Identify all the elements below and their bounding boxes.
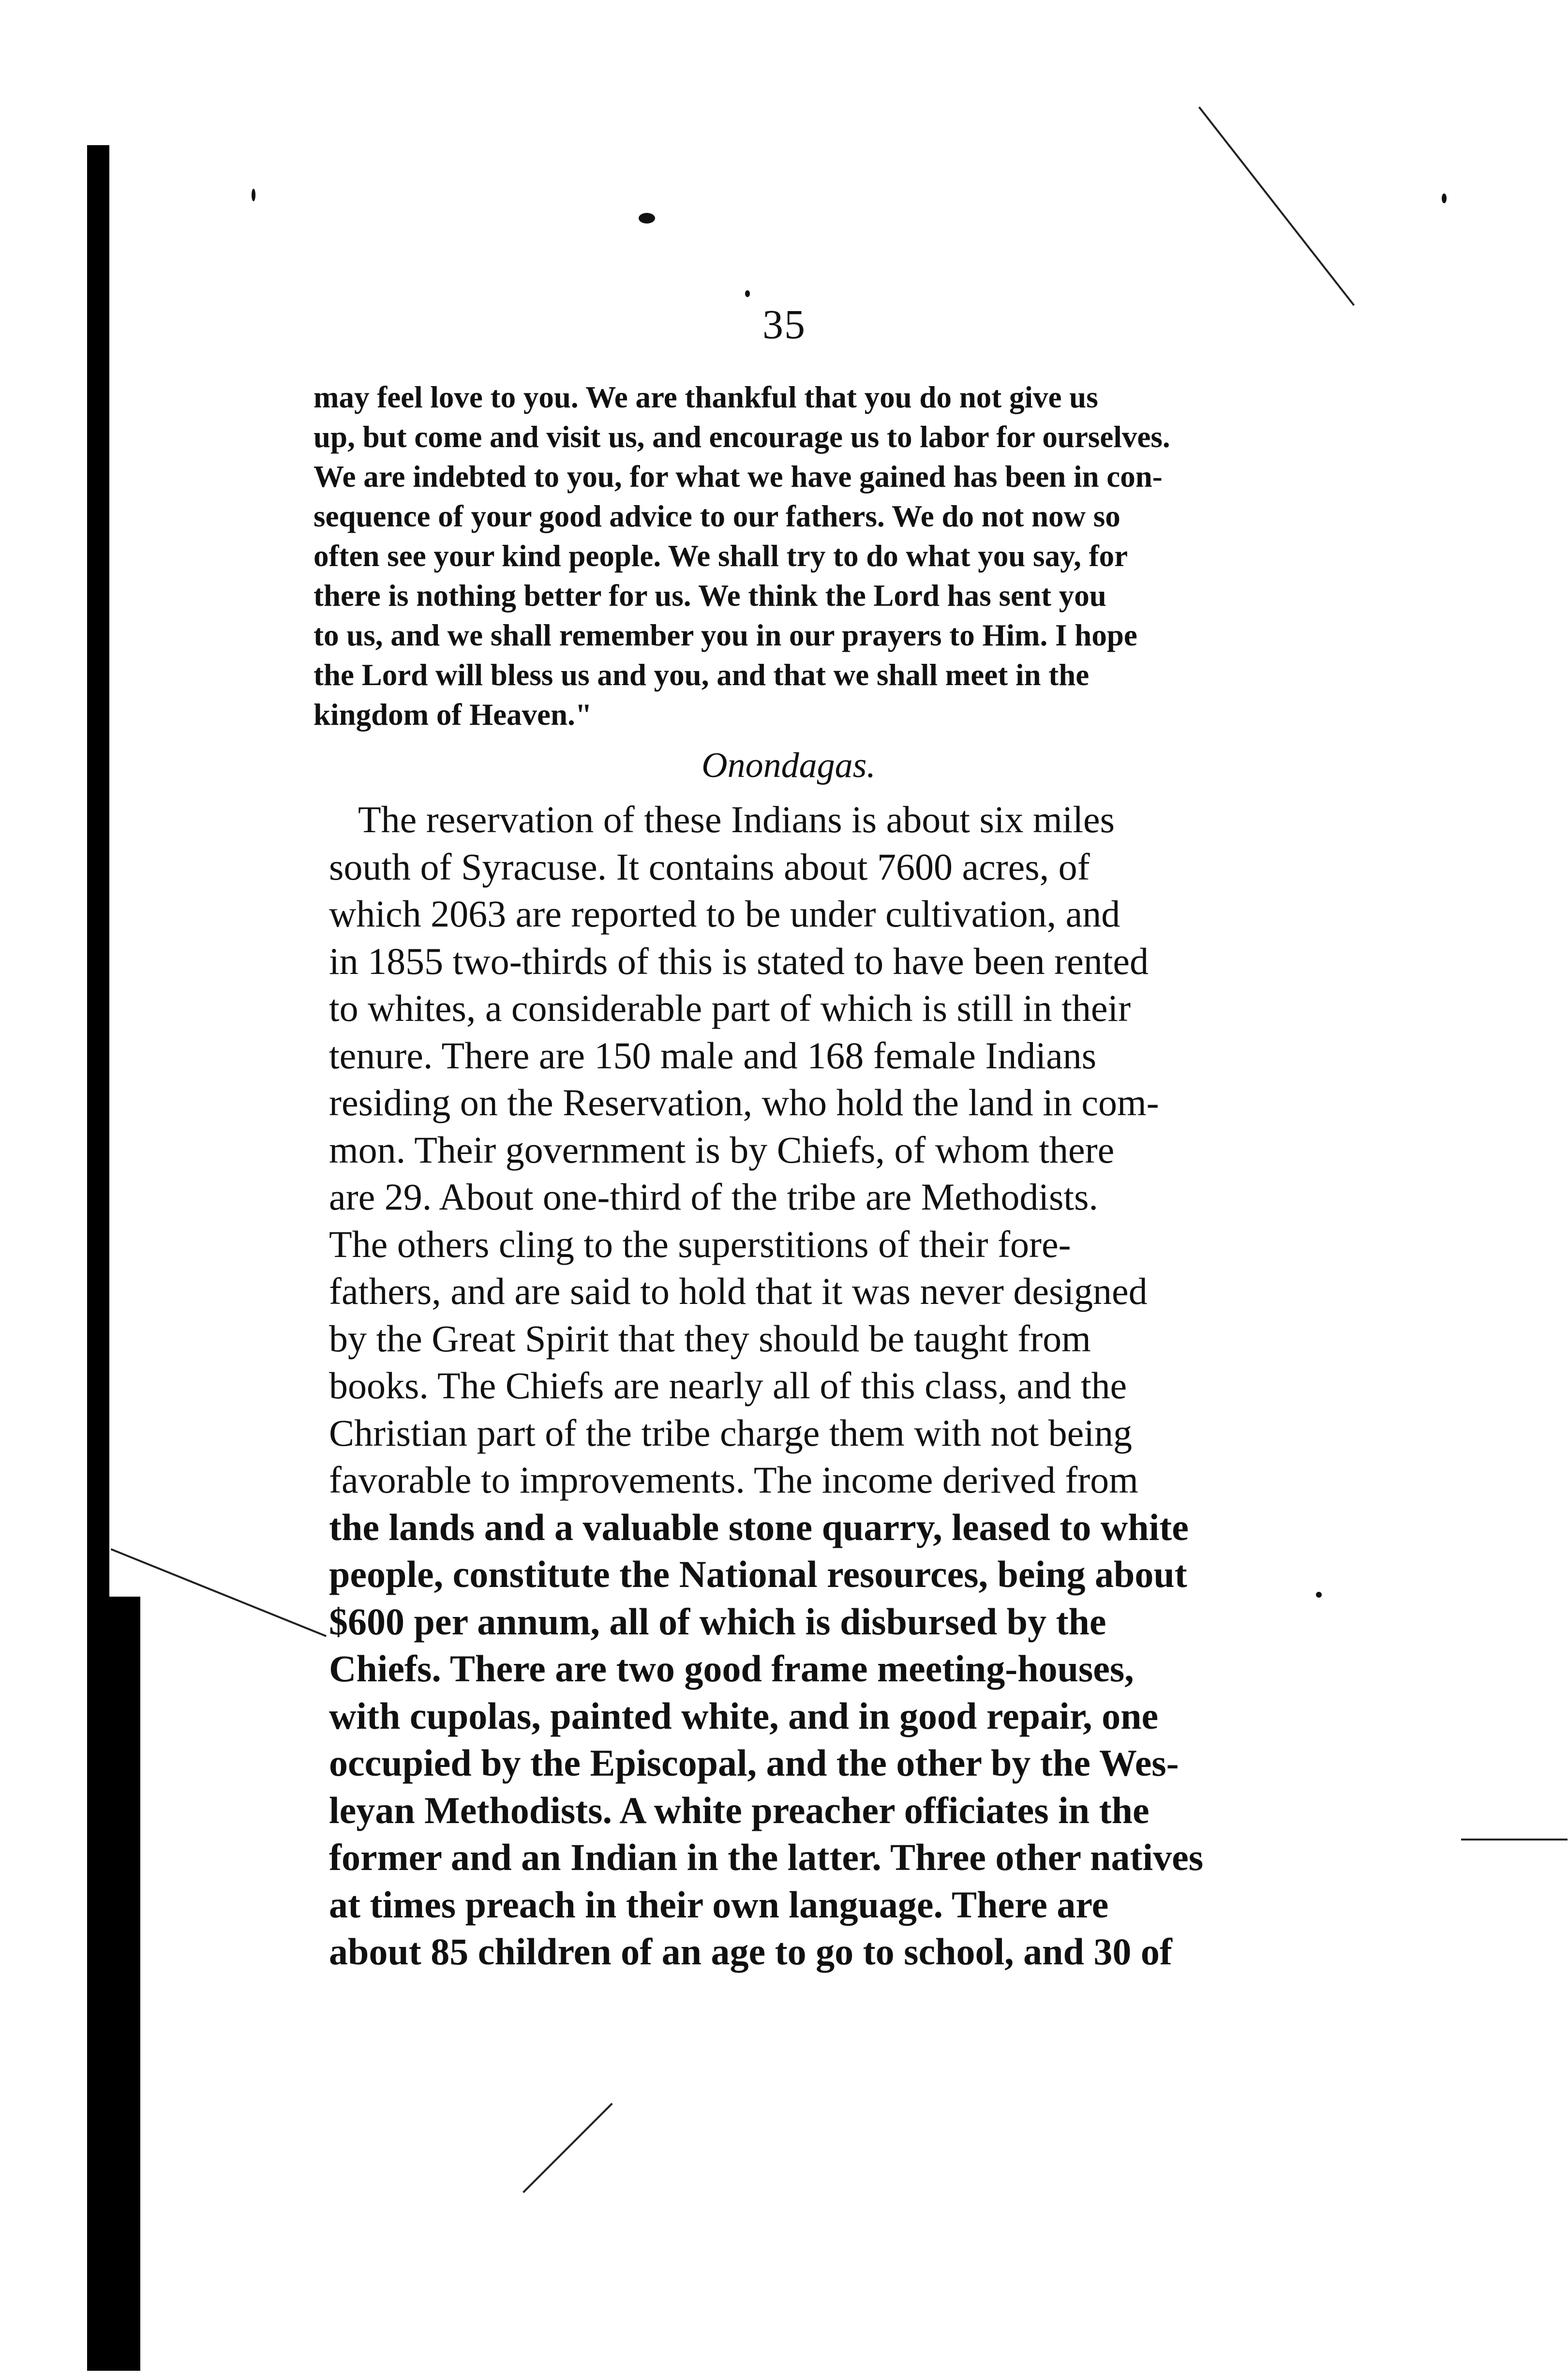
text-line: occupied by the Episcopal, and the other by the Wes- [329, 1742, 1179, 1784]
text-line: to us, and we shall remember you in our prayers to Him. I hope [314, 618, 1137, 652]
text-line: to whites, a considerable part of which is still in their [329, 987, 1131, 1029]
binding-edge-shadow [97, 1597, 140, 2371]
text-line: about 85 children of an age to go to school, and 30 of [329, 1930, 1172, 1973]
text-line: with cupolas, painted white, and in good repair, one [329, 1694, 1159, 1737]
text-line: kingdom of Heaven." [314, 698, 592, 732]
scan-stray-line [111, 1548, 327, 1637]
text-line: there is nothing better for us. We think the Lord has sent you [314, 579, 1106, 613]
text-line: sequence of your good advice to our fathers. We do not now so [314, 499, 1120, 533]
text-line: former and an Indian in the latter. Three other natives [329, 1836, 1204, 1878]
scan-speck [1442, 194, 1447, 203]
section-heading: Onondagas. [702, 746, 876, 785]
text-line: which 2063 are reported to be under cultivation, and [329, 893, 1120, 935]
text-line: tenure. There are 150 male and 168 female Indians [329, 1034, 1097, 1077]
text-line: the lands and a valuable stone quarry, leased to white [329, 1506, 1189, 1548]
text-line: mon. Their government is by Chiefs, of whom there [329, 1128, 1115, 1171]
page-number: 35 [762, 301, 806, 347]
text-line: We are indebted to you, for what we have gained has been in con- [314, 460, 1163, 494]
text-line: up, but come and visit us, and encourage us to labor for ourselves. [314, 420, 1170, 454]
text-line: may feel love to you. We are thankful that you do not give us [314, 380, 1098, 414]
text-line: The others cling to the superstitions of their fore- [329, 1223, 1071, 1265]
text-line: residing on the Reservation, who hold the land in com- [329, 1081, 1159, 1123]
section-body [329, 796, 1258, 1975]
text-line: at times preach in their own language. There are [329, 1883, 1109, 1926]
text-line: $600 per annum, all of which is disbursed by the [329, 1600, 1106, 1643]
scan-stray-line [1198, 106, 1355, 306]
text-line: in 1855 two-thirds of this is stated to have been rented [329, 940, 1149, 982]
text-line: The reservation of these Indians is about six miles [358, 798, 1115, 840]
text-line: Christian part of the tribe charge them with not being [329, 1411, 1132, 1454]
text-line: Chiefs. There are two good frame meeting-houses, [329, 1647, 1134, 1690]
scan-speck [745, 290, 750, 297]
text-line: books. The Chiefs are nearly all of this class, and the [329, 1364, 1127, 1406]
scan-speck [1316, 1592, 1322, 1598]
scan-stray-line [523, 2103, 613, 2193]
scan-speck [252, 189, 255, 201]
text-line: often see your kind people. We shall try to do what you say, for [314, 539, 1128, 573]
text-line: the Lord will bless us and you, and that we shall meet in the [314, 658, 1090, 692]
text-line: leyan Methodists. A white preacher officiates in the [329, 1789, 1150, 1831]
text-line: are 29. About one-third of the tribe are Methodists. [329, 1176, 1098, 1218]
letter-continuation [314, 377, 1242, 734]
scan-speck [639, 213, 655, 224]
text-line: people, constitute the National resources, being about [329, 1553, 1187, 1595]
scan-stray-line [1461, 1839, 1568, 1840]
text-line: south of Syracuse. It contains about 7600 acres, of [329, 845, 1090, 888]
text-line: fathers, and are said to hold that it was never designed [329, 1270, 1148, 1312]
text-line: by the Great Spirit that they should be taught from [329, 1317, 1091, 1360]
text-line: favorable to improvements. The income derived from [329, 1459, 1138, 1501]
